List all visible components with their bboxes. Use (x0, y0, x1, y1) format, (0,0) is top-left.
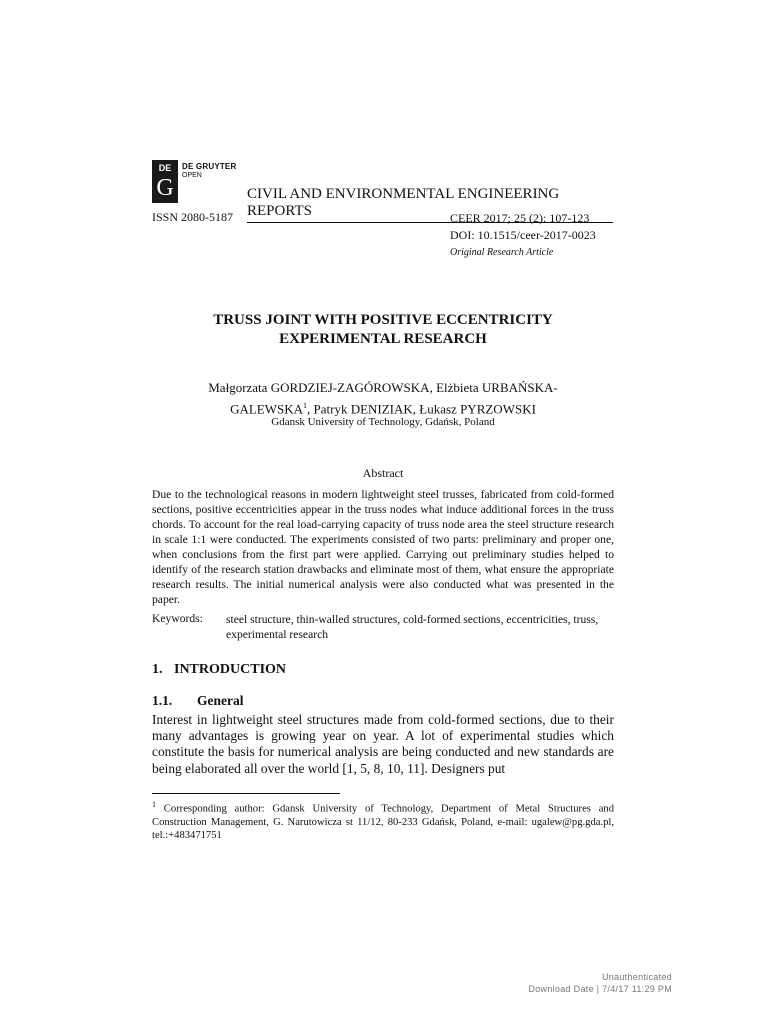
authors (152, 379, 614, 418)
publisher-subtitle: OPEN (182, 172, 202, 179)
section-number: 1. (152, 662, 163, 677)
article-title (152, 311, 614, 349)
keywords-text: steel structure, thin-walled structures, cold-formed sections, eccentricities, truss, experimental research (226, 613, 599, 641)
publisher-title: DE GRUYTER (182, 162, 237, 171)
title-line-2: EXPERIMENTAL RESEARCH (279, 331, 487, 347)
publisher-name (182, 162, 236, 180)
author-galewska: GALEWSKA (230, 401, 303, 417)
footnote (152, 798, 614, 842)
authors-rest: , Patryk DENIZIAK, Łukasz PYRZOWSKI (307, 401, 536, 417)
affiliation: Gdansk University of Technology, Gdańsk, Poland (271, 416, 495, 428)
article-meta (450, 210, 596, 261)
watermark-line-1: Unauthenticated (601, 972, 672, 982)
footnote-text: Corresponding author: Gdansk University of Technology, Department of Metal Structures and Construction Management, G. Narutowicza st 11/12, 80-233 Gdańsk, Poland, e-mail: ugalew@pg.gda.pl, tel.:+483471751 (152, 803, 614, 841)
corresponding-marker: 1 (303, 401, 307, 410)
journal-name: CIVIL AND ENVIRONMENTAL ENGINEERING REPORTS (247, 186, 613, 223)
section-title: INTRODUCTION (174, 662, 287, 677)
citation: CEER 2017; 25 (2): 107-123 (450, 211, 590, 225)
title-line-1: TRUSS JOINT WITH POSITIVE ECCENTRICITY (213, 312, 553, 328)
doi: DOI: 10.1515/ceer-2017-0023 (450, 228, 596, 242)
abstract-text: Due to the technological reasons in modern lightweight steel trusses, fabricated from cold-formed sections, positive eccentricities appear in the truss nodes what induce additional forces in the truss chords. To account for the real load-carrying capacity of truss node area the steel structure research in scale 1:1 were conducted. The experiments consisted of two parts: preliminary and proper one, when conclusions from the first part were applied. Carrying out preliminary studies helped to identify of the research station drawbacks and eliminate most of them, what ensure the appropriate research results. The initial numerical analysis were also conducted what was presented in the paper. (152, 488, 614, 606)
article-type: Original Research Article (450, 247, 554, 258)
logo-g-letter: G (156, 175, 174, 201)
footnote-divider (152, 793, 340, 794)
section-heading-introduction (152, 662, 286, 678)
download-watermark (470, 971, 672, 995)
footnote-marker: 1 (152, 800, 156, 809)
subsection-heading-general (152, 693, 244, 709)
issn: ISSN 2080-5187 (152, 210, 234, 224)
authors-line-1: Małgorzata GORDZIEJ-ZAGÓROWSKA, Elżbieta URBAŃSKA- (208, 380, 558, 395)
subsection-title: General (197, 693, 244, 708)
subsection-number: 1.1. (152, 693, 173, 708)
logo-de-text: DE (158, 163, 172, 173)
de-gruyter-logo (152, 160, 178, 203)
abstract-heading: Abstract (362, 466, 404, 480)
keywords-label: Keywords: (152, 612, 203, 625)
introduction-paragraph: Interest in lightweight steel structures made from cold-formed sections, due to their many advantages is growing year on year. A lot of experimental studies which constitute the basis for numerical analysis are being conducted and new standards are being elaborated all over the world [1, 5, 8, 10, 11]. Designers put (152, 712, 614, 776)
watermark-line-2: Download Date | 7/4/17 11:29 PM (528, 984, 672, 994)
